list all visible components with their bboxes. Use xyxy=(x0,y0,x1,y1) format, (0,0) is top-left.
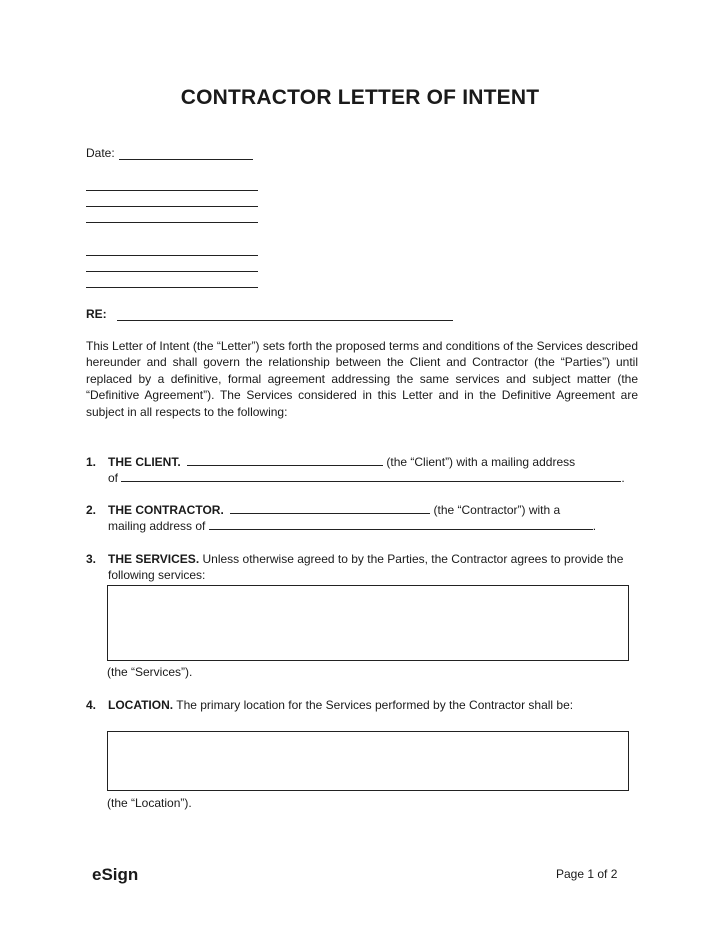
contractor-address-blank[interactable] xyxy=(209,518,593,530)
address-line-6[interactable] xyxy=(86,287,258,288)
item-text-prefix: mailing address of xyxy=(108,519,206,533)
re-field xyxy=(86,307,453,321)
item-heading: LOCATION xyxy=(108,698,170,712)
item-text: The primary location for the Services performed by the Contractor shall be: xyxy=(176,698,574,712)
location-text-box[interactable] xyxy=(107,731,629,791)
date-label: Date: xyxy=(86,146,115,160)
client-name-blank[interactable] xyxy=(187,454,383,466)
item-number: 3. xyxy=(86,552,97,566)
client-address-blank[interactable] xyxy=(121,470,621,482)
item-text: (the “Client”) with a mailing address xyxy=(386,455,576,469)
item-heading: THE SERVICES xyxy=(108,552,196,566)
address-line-5[interactable] xyxy=(86,271,258,272)
contractor-name-blank[interactable] xyxy=(230,502,430,514)
item-text-prefix: of xyxy=(108,471,119,485)
date-field xyxy=(86,146,253,160)
item-text: Unless otherwise agreed to by the Parties, the Contractor agrees to provide the following services: xyxy=(108,552,624,582)
item-services: 3. THE SERVICES. Unless otherwise agreed to by the Parties, the Contractor agrees to provide the following services: xyxy=(86,552,624,582)
item-contractor: 2. THE CONTRACTOR. (the “Contractor”) with a mailing address of . xyxy=(86,503,597,533)
re-label: RE: xyxy=(86,307,107,321)
re-blank-line[interactable] xyxy=(117,308,453,321)
document-title: CONTRACTOR LETTER OF INTENT xyxy=(180,86,540,109)
date-blank-line[interactable] xyxy=(119,147,253,160)
services-text-box[interactable] xyxy=(107,585,629,661)
item-number: 4. xyxy=(86,698,97,712)
item-client: 1. THE CLIENT. (the “Client”) with a mailing address of . xyxy=(86,455,625,485)
address-line-3[interactable] xyxy=(86,222,258,223)
intro-paragraph: This Letter of Intent (the “Letter”) sets forth the proposed terms and conditions of the Services described hereunder and shall govern the relationship between the Client and Contractor (the “Parties”) until replaced by a definitive, formal agreement addressing the same services and subject matter (the “Definitive Agreement”). The Services considered in this Letter and in the Definitive Agreement are subject in all respects to the following: xyxy=(86,339,638,419)
address-line-4[interactable] xyxy=(86,255,258,256)
services-caption: (the “Services”). xyxy=(107,665,193,679)
address-line-1[interactable] xyxy=(86,190,258,191)
item-number: 1. xyxy=(86,455,97,469)
item-heading: THE CONTRACTOR xyxy=(108,503,221,517)
address-line-2[interactable] xyxy=(86,206,258,207)
item-heading: THE CLIENT xyxy=(108,455,178,469)
page-number: Page 1 of 2 xyxy=(556,867,618,881)
item-location: 4. LOCATION. The primary location for the Services performed by the Contractor shall be: xyxy=(86,698,574,712)
item-number: 2. xyxy=(86,503,97,517)
item-text: (the “Contractor”) with a xyxy=(433,503,561,517)
esign-logo: eSign xyxy=(92,865,139,884)
location-caption: (the “Location”). xyxy=(107,796,192,810)
